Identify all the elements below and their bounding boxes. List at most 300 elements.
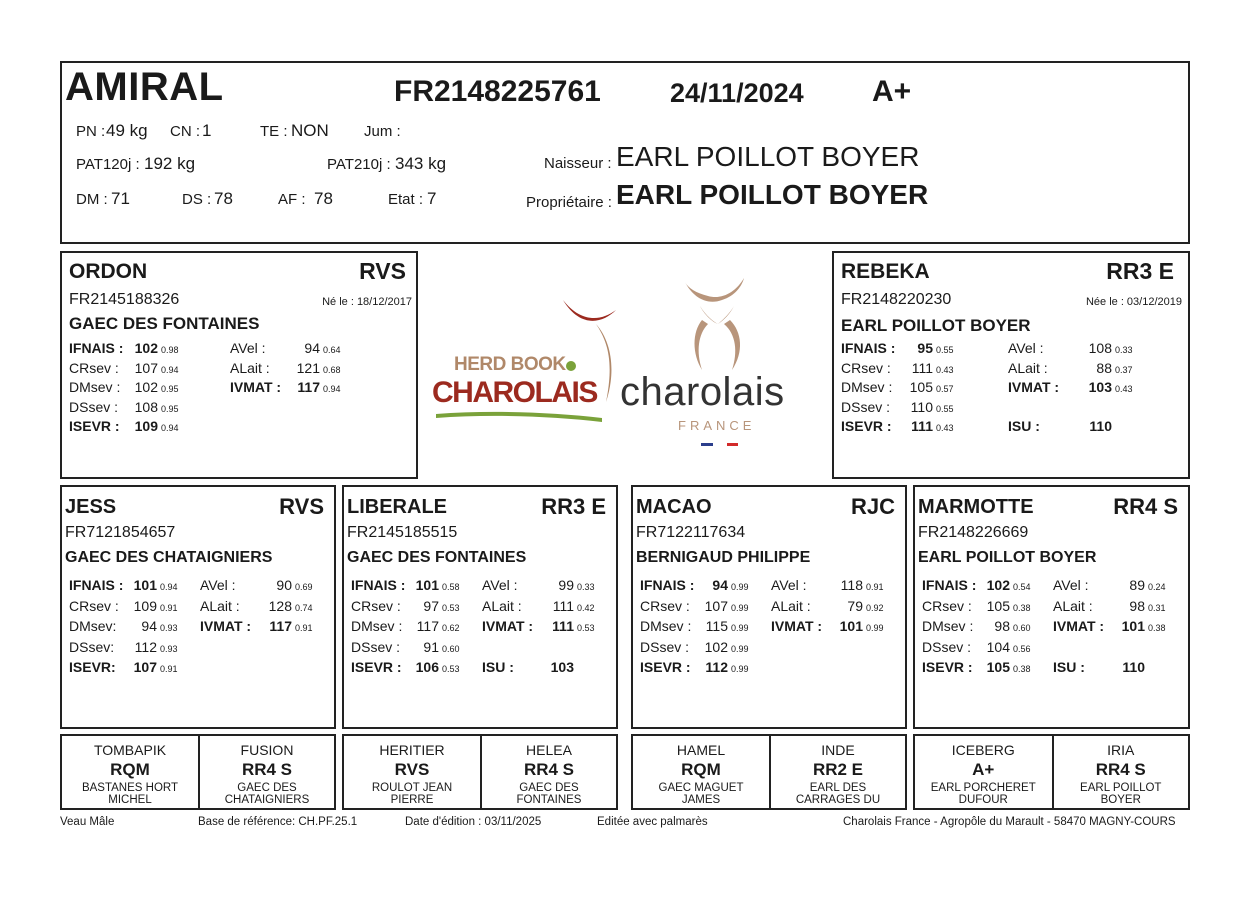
index-row [351, 598, 460, 619]
index-cd: 0.55 [936, 345, 954, 355]
great-grandparent-cell [62, 736, 198, 808]
index-cd: 0.38 [1148, 623, 1166, 633]
index-cd: 0.94 [161, 364, 179, 375]
logos [430, 262, 830, 472]
index-row [69, 577, 178, 598]
index-row [922, 598, 1031, 619]
great-grandparent-owner: BASTANES HORT MICHEL [81, 782, 179, 806]
index-cd: 0.57 [936, 384, 954, 394]
index-cd: 0.56 [1013, 643, 1031, 654]
index-cd: 0.95 [161, 403, 179, 414]
index-cd: 0.33 [1115, 345, 1133, 355]
great-grandparent-owner: EARL DES CARRAGES DU [795, 782, 881, 806]
index-value: 79 [847, 597, 863, 614]
index-value: 91 [423, 638, 439, 655]
great-grandparent-code: RR4 S [523, 760, 575, 779]
index-cd: 0.91 [295, 623, 313, 633]
index-row [69, 618, 178, 639]
dm-label: DM : [76, 191, 108, 208]
index-cd: 0.93 [160, 643, 178, 654]
index-row [200, 577, 313, 598]
ds-label: DS : [182, 191, 212, 208]
index-cd: 0.94 [160, 582, 178, 592]
index-row [1053, 659, 1148, 680]
proprietaire-value: EARL POILLOT BOYER [616, 179, 929, 210]
index-value: 89 [1129, 577, 1145, 593]
index-row [841, 360, 954, 380]
index-label: DMsev: [69, 618, 117, 634]
grandparent-box [631, 485, 907, 729]
index-label: CRsev : [351, 597, 401, 614]
great-grandparent-name: HERITIER [379, 742, 445, 758]
index-row [841, 340, 954, 360]
index-cd: 0.24 [1148, 582, 1166, 592]
index-row [230, 360, 341, 380]
great-grandparent-cell [633, 736, 769, 808]
index-cd: 0.43 [936, 364, 954, 375]
index-row [69, 379, 179, 399]
great-grandparent-cell [769, 736, 905, 808]
index-label: ISEVR : [640, 659, 691, 675]
index-cd: 0.91 [160, 664, 178, 674]
herd-book-line2: CHAROLAIS [432, 376, 597, 409]
index-label: IVMAT : [1053, 618, 1105, 634]
naisseur-value: EARL POILLOT BOYER [616, 141, 920, 172]
index-label: DSsev : [69, 398, 119, 415]
index-label: IFNAIS : [69, 340, 124, 356]
index-value: 103 [550, 659, 574, 675]
index-value: 109 [133, 597, 157, 614]
index-label: ISEVR : [351, 659, 402, 675]
index-value: 107 [134, 359, 158, 376]
index-cd: 0.68 [323, 364, 341, 375]
index-value: 101 [839, 618, 863, 634]
pat120-label: PAT120j : [76, 156, 140, 173]
sire-box [60, 251, 418, 479]
index-row [482, 659, 577, 680]
index-row [1008, 418, 1115, 438]
index-value: 104 [986, 638, 1010, 655]
herd-book-line1: HERD BOOK [454, 354, 566, 375]
index-value: 97 [423, 597, 439, 614]
grandparent-id: FR7121854657 [65, 524, 176, 541]
grandparent-name: MACAO [636, 496, 712, 518]
index-label: IVMAT : [482, 618, 534, 634]
grandparent-owner: GAEC DES FONTAINES [347, 549, 527, 566]
grandparent-box [60, 485, 336, 729]
index-row [482, 598, 595, 619]
great-grandparent-name: INDE [821, 742, 855, 758]
index-value: 121 [296, 359, 320, 376]
great-grandparent-code: RVS [394, 760, 430, 779]
pn-value: 49 kg [106, 121, 148, 140]
index-row [640, 618, 749, 639]
index-row [771, 577, 884, 598]
index-row [69, 598, 178, 619]
grandparent-owner: GAEC DES CHATAIGNIERS [65, 549, 273, 566]
great-grandparent-cell [1052, 736, 1189, 808]
index-label: ALait : [1053, 597, 1093, 614]
index-label: AVel : [230, 340, 266, 356]
index-label: DMsev : [922, 618, 974, 634]
index-row [841, 379, 954, 399]
footer-sex: Veau Mâle [60, 816, 115, 828]
index-label: AVel : [1053, 577, 1089, 593]
index-value: 106 [415, 659, 439, 675]
france-word: FRANCE [678, 418, 756, 433]
index-cd: 0.69 [295, 582, 313, 592]
index-label: IVMAT : [771, 618, 823, 634]
index-label: DSsev : [841, 398, 891, 415]
index-row [771, 618, 884, 639]
index-value: 111 [911, 418, 933, 434]
charolais-word: charolais [620, 370, 785, 414]
index-row [1008, 340, 1133, 360]
index-cd: 0.53 [577, 623, 595, 633]
grandparent-box [913, 485, 1190, 729]
grandparent-id: FR2148226669 [918, 524, 1029, 541]
index-cd: 0.99 [866, 623, 884, 633]
index-cd: 0.55 [936, 403, 954, 414]
index-row [771, 598, 884, 619]
pat120-value: 192 kg [144, 154, 196, 173]
index-row [69, 340, 179, 360]
index-row [1053, 639, 1148, 660]
index-label: DMsev : [69, 379, 121, 395]
index-value: 111 [552, 618, 574, 634]
great-grandparent-code: A+ [972, 760, 995, 779]
index-value: 98 [1129, 597, 1145, 614]
index-cd: 0.43 [1115, 384, 1133, 394]
great-grandparent-owner: ROULOT JEAN PIERRE [371, 782, 453, 806]
af-value: 78 [314, 189, 333, 208]
index-row [1008, 399, 1115, 419]
sire-name: ORDON [69, 260, 148, 283]
af-label: AF : [278, 191, 306, 208]
index-cd: 0.54 [1013, 582, 1031, 592]
index-label: IFNAIS : [922, 577, 977, 593]
index-label: ALait : [771, 597, 811, 614]
index-cd: 0.62 [442, 623, 460, 633]
index-row [200, 598, 313, 619]
great-grandparent-owner: EARL POILLOT BOYER [1080, 782, 1162, 806]
index-label: DSsev : [640, 638, 690, 655]
index-value: 117 [416, 618, 439, 634]
index-row [230, 340, 341, 360]
grandparent-code: RR3 E [541, 494, 606, 519]
index-label: CRsev : [640, 597, 690, 614]
index-row [922, 659, 1031, 680]
great-grandparent-name: IRIA [1107, 742, 1135, 758]
index-label: ISU : [1008, 418, 1040, 434]
index-cd: 0.99 [731, 582, 749, 592]
index-value: 105 [986, 597, 1010, 614]
great-grandparent-cell [915, 736, 1052, 808]
index-cd: 0.99 [731, 643, 749, 654]
te-label: TE : [260, 123, 288, 140]
pn-label: PN : [76, 123, 106, 140]
index-cd: 0.43 [936, 423, 954, 433]
index-label: ISEVR: [69, 659, 116, 675]
index-value: 117 [297, 379, 320, 395]
index-label: ISEVR : [922, 659, 973, 675]
index-value: 94 [712, 577, 728, 593]
index-value: 110 [1089, 418, 1112, 434]
index-value: 101 [1121, 618, 1145, 634]
index-label: ALait : [1008, 359, 1048, 376]
index-label: DMsev : [640, 618, 692, 634]
animal-name: AMIRAL [65, 65, 224, 109]
index-value: 118 [840, 577, 863, 593]
index-row [482, 577, 595, 598]
index-value: 107 [133, 659, 157, 675]
index-row [640, 659, 749, 680]
index-value: 103 [1088, 379, 1112, 395]
index-label: IVMAT : [1008, 379, 1060, 395]
index-value: 94 [141, 618, 157, 634]
index-label: ISU : [482, 659, 514, 675]
index-value: 108 [134, 398, 158, 415]
great-grandparent-name: FUSION [240, 742, 294, 758]
index-row [351, 577, 460, 598]
index-value: 108 [1088, 340, 1112, 356]
index-label: IFNAIS : [841, 340, 896, 356]
index-label: AVel : [482, 577, 518, 593]
index-label: DMsev : [841, 379, 893, 395]
index-label: AVel : [1008, 340, 1044, 356]
grandparent-code: RR4 S [1113, 494, 1178, 519]
great-grandparent-pair [342, 734, 618, 810]
pat210-label: PAT210j : [327, 156, 391, 173]
index-cd: 0.64 [323, 345, 341, 355]
index-row [841, 418, 954, 438]
index-cd: 0.38 [1013, 664, 1031, 674]
index-cd: 0.98 [161, 345, 179, 355]
great-grandparent-pair [60, 734, 336, 810]
great-grandparent-cell [344, 736, 480, 808]
dam-born: Née le : 03/12/2019 [1085, 296, 1182, 308]
grandparent-id: FR2145185515 [347, 524, 458, 541]
index-label: DSsev : [922, 638, 972, 655]
index-row [640, 598, 749, 619]
index-label: CRsev : [69, 597, 119, 614]
index-value: 110 [910, 398, 933, 415]
index-cd: 0.60 [442, 643, 460, 654]
grandparent-code: RVS [279, 494, 324, 519]
animal-grade: A+ [872, 75, 912, 108]
footer-edition: Date d'édition : 03/11/2025 [405, 816, 542, 828]
index-value: 117 [269, 618, 292, 634]
index-value: 115 [705, 618, 728, 634]
index-value: 109 [134, 418, 158, 434]
index-cd: 0.91 [866, 582, 884, 592]
great-grandparent-code: RQM [681, 760, 721, 779]
index-label: DSsev : [351, 638, 401, 655]
index-value: 88 [1096, 359, 1112, 376]
index-cd: 0.99 [731, 623, 749, 633]
index-value: 90 [276, 577, 292, 593]
index-value: 128 [268, 597, 292, 614]
dam-owner: EARL POILLOT BOYER [841, 316, 1031, 335]
index-cd: 0.74 [295, 602, 313, 613]
great-grandparent-name: HAMEL [676, 742, 726, 758]
great-grandparent-name: HELEA [526, 742, 572, 758]
index-cd: 0.93 [160, 623, 178, 633]
index-row [1053, 577, 1166, 598]
pat210-value: 343 kg [395, 154, 447, 173]
dm-value: 71 [111, 189, 130, 208]
grandparent-name: JESS [65, 496, 117, 518]
index-value: 95 [917, 340, 933, 356]
index-label: IVMAT : [230, 379, 282, 395]
great-grandparent-code: RQM [110, 760, 150, 779]
great-grandparent-name: ICEBERG [951, 742, 1015, 758]
sire-id: FR2145188326 [69, 291, 180, 308]
great-grandparent-owner: GAEC DES FONTAINES [516, 782, 582, 806]
great-grandparent-cell [198, 736, 334, 808]
sire-code: RVS [359, 258, 406, 284]
etat-label: Etat : [388, 191, 424, 208]
index-label: DMsev : [351, 618, 403, 634]
index-cd: 0.38 [1013, 602, 1031, 613]
naisseur-label: Naisseur : [544, 155, 612, 172]
index-row [841, 399, 954, 419]
index-value: 98 [994, 618, 1010, 634]
index-cd: 0.95 [161, 384, 179, 394]
index-cd: 0.94 [161, 423, 179, 433]
index-row [1053, 618, 1166, 639]
index-row [230, 379, 341, 399]
index-value: 112 [705, 659, 728, 675]
index-value: 110 [1122, 659, 1145, 675]
index-cd: 0.99 [731, 602, 749, 613]
great-grandparent-owner: GAEC DES CHATAIGNIERS [224, 782, 310, 806]
index-value: 94 [304, 340, 320, 356]
great-grandparent-pair [913, 734, 1190, 810]
footer-address: Charolais France - Agropôle du Marault - 58470 MAGNY-COURS [843, 816, 1176, 828]
grandparent-owner: BERNIGAUD PHILIPPE [636, 549, 811, 566]
index-row [69, 360, 179, 380]
index-value: 107 [704, 597, 728, 614]
index-cd: 0.99 [731, 664, 749, 674]
animal-date: 24/11/2024 [670, 78, 804, 108]
index-label: AVel : [771, 577, 807, 593]
ds-value: 78 [214, 189, 233, 208]
index-value: 105 [909, 379, 933, 395]
proprietaire-label: Propriétaire : [526, 194, 612, 211]
cn-label: CN : [170, 123, 200, 140]
great-grandparent-cell [480, 736, 616, 808]
grandparent-id: FR7122117634 [636, 524, 746, 541]
dam-box [832, 251, 1190, 479]
grandparent-name: MARMOTTE [918, 496, 1034, 518]
dam-name: REBEKA [841, 260, 930, 283]
index-value: 105 [986, 659, 1010, 675]
great-grandparent-owner: EARL PORCHERET DUFOUR [930, 782, 1036, 806]
great-grandparent-code: RR4 S [241, 760, 293, 779]
grandparent-name: LIBERALE [347, 496, 447, 518]
index-value: 111 [911, 359, 933, 376]
great-grandparent-pair [631, 734, 907, 810]
index-cd: 0.58 [442, 582, 460, 592]
great-grandparent-code: RR2 E [812, 760, 864, 779]
index-value: 111 [552, 597, 574, 614]
index-label: ISU : [1053, 659, 1085, 675]
index-row [1008, 379, 1133, 399]
index-cd: 0.33 [577, 582, 595, 592]
index-value: 102 [704, 638, 728, 655]
index-row [69, 418, 179, 438]
index-cd: 0.94 [323, 384, 341, 394]
great-grandparent-name: TOMBAPIK [93, 742, 167, 758]
index-value: 102 [986, 577, 1010, 593]
footer-palmares: Editée avec palmarès [597, 816, 708, 828]
index-label: IFNAIS : [69, 577, 124, 593]
jum-label: Jum : [364, 123, 401, 140]
grandparent-box [342, 485, 618, 729]
index-label: ISEVR : [841, 418, 892, 434]
etat-value: 7 [427, 189, 437, 208]
index-value: 112 [134, 638, 157, 655]
sire-born: Né le : 18/12/2017 [322, 296, 412, 308]
index-value: 102 [134, 340, 158, 356]
index-cd: 0.53 [442, 602, 460, 613]
index-row [69, 639, 178, 660]
index-row [922, 577, 1031, 598]
index-label: IVMAT : [200, 618, 252, 634]
great-grandparent-code: RR4 S [1095, 760, 1146, 779]
index-cd: 0.92 [866, 602, 884, 613]
grandparent-owner: EARL POILLOT BOYER [918, 549, 1097, 566]
index-value: 99 [558, 577, 574, 593]
cn-value: 1 [202, 121, 212, 140]
index-label: CRsev : [841, 359, 891, 376]
index-cd: 0.91 [160, 602, 178, 613]
footer-base: Base de référence: CH.PF.25.1 [198, 816, 358, 828]
index-label: ALait : [230, 359, 270, 376]
animal-id: FR2148225761 [394, 75, 601, 108]
index-label: IFNAIS : [640, 577, 695, 593]
index-row [351, 618, 460, 639]
index-cd: 0.37 [1115, 364, 1133, 375]
index-label: ALait : [482, 597, 522, 614]
index-row [640, 577, 749, 598]
index-row [351, 639, 460, 660]
great-grandparent-owner: GAEC MAGUET JAMES [658, 782, 744, 806]
index-cd: 0.42 [577, 602, 595, 613]
index-value: 101 [415, 577, 439, 593]
dam-code: RR3 E [1106, 258, 1174, 284]
index-row [69, 399, 179, 419]
index-row [69, 659, 178, 680]
index-label: AVel : [200, 577, 236, 593]
index-label: CRsev : [922, 597, 972, 614]
index-value: 101 [133, 577, 157, 593]
index-row [640, 639, 749, 660]
index-row [1053, 598, 1166, 619]
index-row [482, 639, 577, 660]
index-cd: 0.53 [442, 664, 460, 674]
index-row [922, 618, 1031, 639]
animal-header [60, 61, 1190, 244]
index-cd: 0.60 [1013, 623, 1031, 633]
index-row [922, 639, 1031, 660]
grandparent-code: RJC [850, 494, 895, 519]
dam-id: FR2148220230 [841, 291, 952, 308]
index-row [1008, 360, 1133, 380]
index-row [200, 618, 313, 639]
index-label: ALait : [200, 597, 240, 614]
